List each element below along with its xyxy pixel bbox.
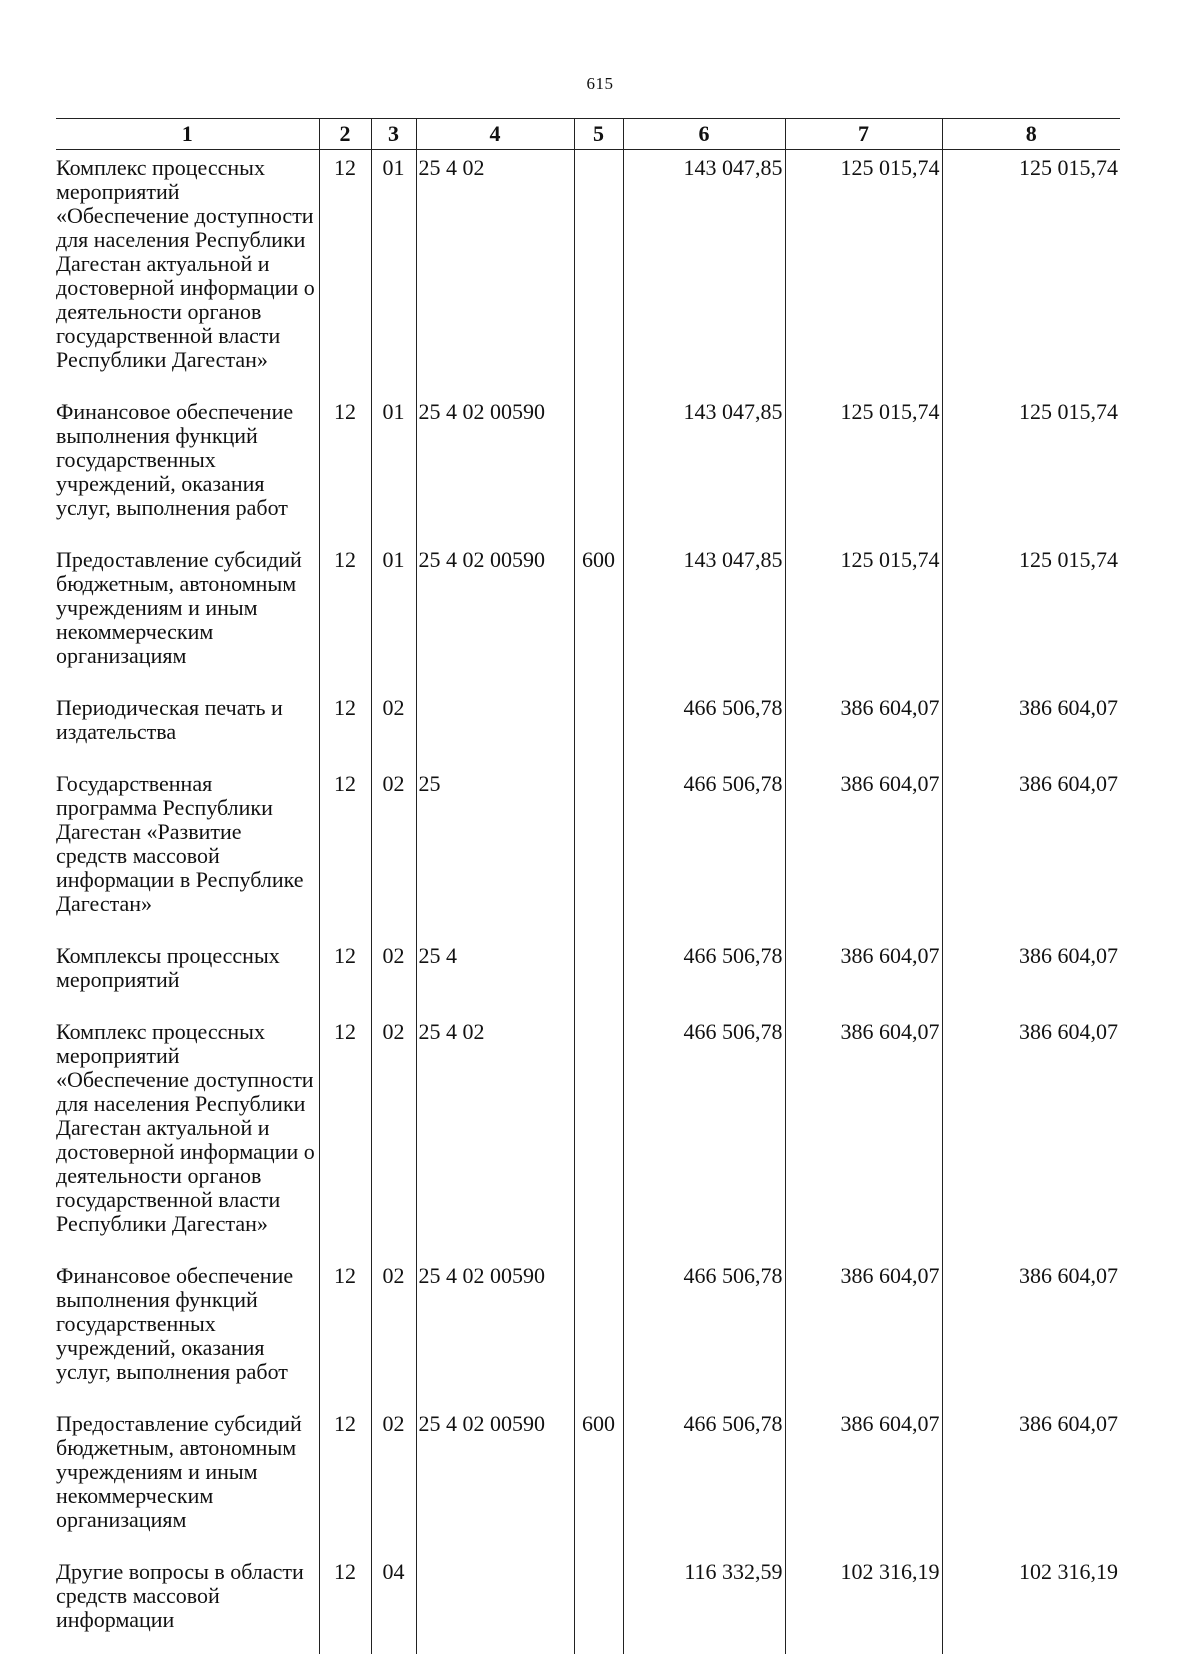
row-amount-col6: 466 506,78 — [623, 766, 785, 938]
row-target-article: 25 4 02 — [416, 1014, 574, 1258]
row-amount-col6: 466 506,78 — [623, 938, 785, 1014]
budget-table — [56, 118, 1120, 1654]
row-amount-col7: 102 316,19 — [785, 1554, 942, 1654]
row-section: 12 — [319, 766, 371, 938]
row-subsection: 01 — [371, 394, 416, 542]
row-subsection: 04 — [371, 1554, 416, 1654]
row-expense-type — [574, 1258, 623, 1406]
row-expense-type — [574, 690, 623, 766]
row-amount-col7: 386 604,07 — [785, 690, 942, 766]
row-subsection: 02 — [371, 766, 416, 938]
row-amount-col6: 466 506,78 — [623, 1406, 785, 1554]
header-col-5: 5 — [574, 119, 623, 150]
row-subsection: 02 — [371, 690, 416, 766]
row-target-article — [416, 690, 574, 766]
row-amount-col6: 466 506,78 — [623, 690, 785, 766]
header-col-3: 3 — [371, 119, 416, 150]
row-expense-type — [574, 938, 623, 1014]
row-target-article: 25 — [416, 766, 574, 938]
row-amount-col8: 386 604,07 — [942, 1014, 1120, 1258]
row-expense-type — [574, 766, 623, 938]
row-amount-col7: 125 015,74 — [785, 150, 942, 395]
row-target-article: 25 4 02 00590 — [416, 394, 574, 542]
header-col-7: 7 — [785, 119, 942, 150]
row-expense-type: 600 — [574, 542, 623, 690]
row-amount-col6: 466 506,78 — [623, 1014, 785, 1258]
row-amount-col7: 386 604,07 — [785, 1258, 942, 1406]
table-row — [56, 766, 1120, 938]
row-section: 12 — [319, 150, 371, 395]
page-number: 615 — [586, 74, 614, 93]
row-section: 12 — [319, 394, 371, 542]
table-row — [56, 394, 1120, 542]
row-section: 12 — [319, 1554, 371, 1654]
table-row — [56, 1406, 1120, 1554]
row-amount-col6: 143 047,85 — [623, 150, 785, 395]
row-amount-col7: 125 015,74 — [785, 542, 942, 690]
row-name: Предоставление субсидий бюджетным, автономным учреждениям и иным некоммерческим организациям — [56, 542, 319, 690]
row-subsection: 02 — [371, 938, 416, 1014]
row-name: Государственная программа Республики Дагестан «Развитие средств массовой информации в Республике Дагестан» — [56, 766, 319, 938]
row-name: Периодическая печать и издательства — [56, 690, 319, 766]
row-amount-col8: 125 015,74 — [942, 394, 1120, 542]
row-name: Финансовое обеспечение выполнения функций государственных учреждений, оказания услуг, выполнения работ — [56, 1258, 319, 1406]
row-section: 12 — [319, 1014, 371, 1258]
row-amount-col7: 386 604,07 — [785, 1014, 942, 1258]
row-section: 12 — [319, 938, 371, 1014]
row-expense-type: 600 — [574, 1406, 623, 1554]
row-subsection: 02 — [371, 1258, 416, 1406]
row-target-article — [416, 1554, 574, 1654]
row-subsection: 02 — [371, 1406, 416, 1554]
row-target-article: 25 4 02 00590 — [416, 1258, 574, 1406]
table-header-row — [56, 119, 1120, 150]
row-name: Комплекс процессных мероприятий «Обеспечение доступности для населения Республики Дагестан актуальной и достоверной информации о деятельности органов государственной власти Республики Дагестан» — [56, 150, 319, 395]
row-name: Другие вопросы в области средств массовой информации — [56, 1554, 319, 1654]
row-section: 12 — [319, 1406, 371, 1554]
row-name: Финансовое обеспечение выполнения функций государственных учреждений, оказания услуг, выполнения работ — [56, 394, 319, 542]
row-name: Комплексы процессных мероприятий — [56, 938, 319, 1014]
table-row — [56, 938, 1120, 1014]
row-amount-col8: 386 604,07 — [942, 938, 1120, 1014]
table-row — [56, 1014, 1120, 1258]
table-row — [56, 150, 1120, 395]
row-amount-col7: 386 604,07 — [785, 1406, 942, 1554]
row-expense-type — [574, 150, 623, 395]
row-amount-col8: 386 604,07 — [942, 1258, 1120, 1406]
table-row — [56, 1554, 1120, 1654]
row-amount-col7: 125 015,74 — [785, 394, 942, 542]
row-target-article: 25 4 02 00590 — [416, 542, 574, 690]
row-expense-type — [574, 1554, 623, 1654]
header-col-4: 4 — [416, 119, 574, 150]
row-section: 12 — [319, 690, 371, 766]
header-col-2: 2 — [319, 119, 371, 150]
row-section: 12 — [319, 542, 371, 690]
row-amount-col6: 143 047,85 — [623, 394, 785, 542]
row-amount-col6: 143 047,85 — [623, 542, 785, 690]
table-row — [56, 690, 1120, 766]
row-amount-col6: 116 332,59 — [623, 1554, 785, 1654]
row-amount-col8: 386 604,07 — [942, 766, 1120, 938]
row-target-article: 25 4 02 — [416, 150, 574, 395]
row-amount-col7: 386 604,07 — [785, 938, 942, 1014]
header-col-1: 1 — [56, 119, 319, 150]
table-row — [56, 542, 1120, 690]
row-expense-type — [574, 394, 623, 542]
row-subsection: 01 — [371, 150, 416, 395]
row-amount-col8: 386 604,07 — [942, 690, 1120, 766]
row-target-article: 25 4 — [416, 938, 574, 1014]
row-section: 12 — [319, 1258, 371, 1406]
row-name: Предоставление субсидий бюджетным, автономным учреждениям и иным некоммерческим организациям — [56, 1406, 319, 1554]
header-col-8: 8 — [942, 119, 1120, 150]
row-expense-type — [574, 1014, 623, 1258]
table-row — [56, 1258, 1120, 1406]
row-amount-col8: 386 604,07 — [942, 1406, 1120, 1554]
row-target-article: 25 4 02 00590 — [416, 1406, 574, 1554]
row-name: Комплекс процессных мероприятий «Обеспечение доступности для населения Республики Дагестан актуальной и достоверной информации о деятельности органов государственной власти Республики Дагестан» — [56, 1014, 319, 1258]
row-amount-col8: 125 015,74 — [942, 542, 1120, 690]
header-col-6: 6 — [623, 119, 785, 150]
row-amount-col6: 466 506,78 — [623, 1258, 785, 1406]
row-subsection: 01 — [371, 542, 416, 690]
row-amount-col7: 386 604,07 — [785, 766, 942, 938]
row-amount-col8: 125 015,74 — [942, 150, 1120, 395]
row-subsection: 02 — [371, 1014, 416, 1258]
row-amount-col8: 102 316,19 — [942, 1554, 1120, 1654]
